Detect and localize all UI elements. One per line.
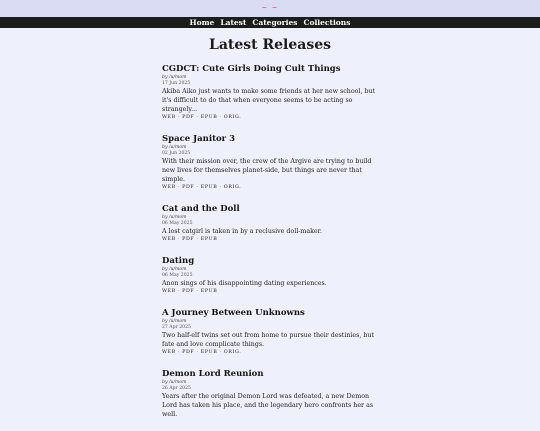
format-epub-link[interactable]: EPUB [200,350,218,355]
format-links: WEB · PDF · EPUB · ORIG. [162,185,242,190]
site-header [0,0,540,17]
release-description: Years after the original Demon Lord was defeated, a new Demon Lord has taken his place, and the legendary hero confronts her as well. [162,393,374,418]
release-title-link[interactable]: Space Janitor 3 [162,134,236,144]
release-description: Two half-elf twins set out from home to pursue their destinies, but fate and love complicate things. [162,332,374,348]
format-orig-link[interactable]: ORIG. [223,115,242,120]
release-title-link[interactable]: Cat and the Doll [162,204,240,214]
format-orig-link[interactable]: ORIG. [223,350,242,355]
nav-latest-link[interactable]: Latest [220,18,247,27]
release-item [162,204,384,244]
release-date: 06 May 2025 [162,273,193,278]
release-title-link[interactable]: Demon Lord Reunion [162,369,264,379]
format-orig-link[interactable]: ORIG. [223,185,242,190]
release-date: 27 Apr 2025 [162,325,191,330]
release-date: 06 May 2025 [162,221,193,226]
release-byline: by /u/mom [162,75,187,80]
release-title-link[interactable]: A Journey Between Unknowns [162,308,305,318]
format-web-link[interactable]: WEB [162,289,176,294]
release-description: With their mission over, the crew of the Argive are trying to build new lives for themselves planet-side, but things are never that simple. [162,158,372,183]
nav-collections-link[interactable]: Collections [303,18,351,27]
release-title-link[interactable]: Dating [162,256,195,266]
release-description: A lost catgirl is taken in by a reclusive doll-maker. [162,228,322,235]
release-description: Akiba Aiko just wants to make some friends at her new school, but it's difficult to do that when everyone seems to be acting so strangely... [162,88,376,113]
release-item [162,134,384,192]
release-item [162,369,384,419]
format-web-link[interactable]: WEB [162,115,176,120]
format-epub-link[interactable]: EPUB [200,237,218,242]
release-byline: by /u/mom [162,380,187,385]
format-web-link[interactable]: WEB [162,237,176,242]
format-pdf-link[interactable]: PDF [182,115,195,120]
main-nav [0,17,540,28]
release-date: 02 Jun 2025 [162,151,191,156]
release-item [162,64,384,122]
format-pdf-link[interactable]: PDF [182,350,195,355]
format-web-link[interactable]: WEB [162,185,176,190]
format-epub-link[interactable]: EPUB [200,115,218,120]
page-title: Latest Releases [208,37,332,53]
format-links: WEB · PDF · EPUB [162,237,218,242]
format-pdf-link[interactable]: PDF [182,237,195,242]
format-pdf-link[interactable]: PDF [182,289,195,294]
format-links: WEB · PDF · EPUB · ORIG. [162,350,242,355]
release-list [162,64,384,431]
format-pdf-link[interactable]: PDF [182,185,195,190]
release-title-link[interactable]: CGDCT: Cute Girls Doing Cult Things [162,64,341,74]
release-description: Anon sings of his disappointing dating experiences. [162,280,327,287]
release-date: 26 Apr 2025 [162,386,191,391]
format-links: WEB · PDF · EPUB · ORIG. [162,115,242,120]
nav-home-link[interactable]: Home [189,18,215,27]
release-item [162,256,384,296]
release-date: 17 Jun 2025 [162,81,191,86]
release-item [162,308,384,357]
format-links: WEB · PDF · EPUB [162,289,218,294]
format-epub-link[interactable]: EPUB [200,289,218,294]
release-byline: by /u/mom [162,267,187,272]
release-byline: by /u/mom [162,145,187,150]
site-logo[interactable]: ~ ~ [261,4,279,12]
format-web-link[interactable]: WEB [162,350,176,355]
release-byline: by /u/mom [162,319,187,324]
release-byline: by /u/mom [162,215,187,220]
format-epub-link[interactable]: EPUB [200,185,218,190]
nav-categories-link[interactable]: Categories [252,18,298,27]
